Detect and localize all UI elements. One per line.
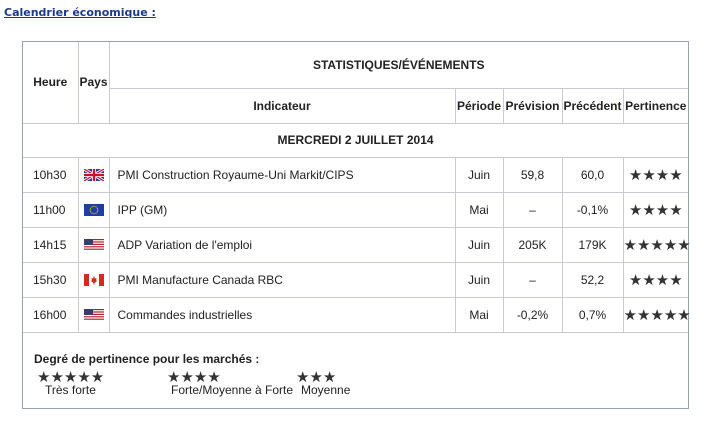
indicator-cell: IPP (GM) (109, 192, 455, 227)
relevance-stars: ★★★★ (628, 201, 683, 219)
time-cell: 11h00 (23, 192, 78, 227)
header-previous: Précédent (562, 88, 623, 123)
us-flag-icon (84, 239, 104, 251)
indicator-cell: PMI Construction Royaume-Uni Markit/CIPS (109, 157, 455, 192)
day-heading: MERCREDI 2 JUILLET 2014 (23, 123, 688, 157)
legend-stars-medium: ★★★ (296, 369, 337, 386)
calendar-frame (22, 41, 689, 409)
period-cell: Mai (455, 192, 503, 227)
table-row (23, 297, 688, 332)
canada-flag-icon (84, 274, 104, 286)
relevance-cell (623, 297, 691, 332)
legend-label-strong: Forte/Moyenne à Forte (171, 383, 294, 397)
header-time: Heure (23, 42, 78, 123)
header-forecast: Prévision (503, 88, 562, 123)
header-period: Période (455, 88, 503, 123)
period-cell: Juin (455, 262, 503, 297)
indicator-cell: Commandes industrielles (109, 297, 455, 332)
page-heading: Calendrier économique : (4, 6, 156, 19)
country-cell (78, 192, 109, 227)
legend-stars-very-strong: ★★★★★ (37, 369, 105, 386)
table-row (23, 262, 688, 297)
table-row (23, 157, 688, 192)
table-row (23, 192, 688, 227)
header-country: Pays (78, 42, 109, 123)
eu-flag-icon (84, 204, 104, 216)
forecast-cell: -0,2% (503, 297, 562, 332)
forecast-cell: 205K (503, 227, 562, 262)
relevance-cell (623, 192, 688, 227)
uk-flag-icon (84, 169, 104, 181)
country-cell (78, 262, 109, 297)
time-cell: 15h30 (23, 262, 78, 297)
header-relevance: Pertinence (623, 88, 688, 123)
period-cell: Juin (455, 227, 503, 262)
legend-label-medium: Moyenne (301, 383, 351, 397)
relevance-cell (623, 157, 688, 192)
relevance-legend (23, 332, 688, 408)
calendar-table (23, 42, 691, 333)
previous-cell: -0,1% (562, 192, 623, 227)
indicator-cell: PMI Manufacture Canada RBC (109, 262, 455, 297)
previous-cell: 52,2 (562, 262, 623, 297)
relevance-cell (623, 227, 691, 262)
time-cell: 10h30 (23, 157, 78, 192)
table-row (23, 227, 688, 262)
legend-title: Degré de pertinence pour les marchés : (34, 352, 260, 366)
country-cell (78, 227, 109, 262)
relevance-stars: ★★★★ (628, 166, 683, 184)
previous-cell: 0,7% (562, 297, 623, 332)
forecast-cell: 59,8 (503, 157, 562, 192)
time-cell: 16h00 (23, 297, 78, 332)
country-cell (78, 297, 109, 332)
header-indicator: Indicateur (109, 88, 455, 123)
indicator-cell: ADP Variation de l'emploi (109, 227, 455, 262)
header-statistics: STATISTIQUES/ÉVÉNEMENTS (109, 42, 688, 88)
time-cell: 14h15 (23, 227, 78, 262)
period-cell: Juin (455, 157, 503, 192)
us-flag-icon (84, 309, 104, 321)
forecast-cell: – (503, 192, 562, 227)
period-cell: Mai (455, 297, 503, 332)
legend-stars-strong: ★★★★ (167, 369, 221, 386)
legend-label-very-strong: Très forte (45, 383, 96, 397)
relevance-stars: ★★★★★ (623, 306, 691, 324)
country-cell (78, 157, 109, 192)
forecast-cell: – (503, 262, 562, 297)
relevance-stars: ★★★★★ (623, 236, 691, 254)
previous-cell: 179K (562, 227, 623, 262)
previous-cell: 60,0 (562, 157, 623, 192)
relevance-stars: ★★★★ (628, 271, 683, 289)
relevance-cell (623, 262, 688, 297)
